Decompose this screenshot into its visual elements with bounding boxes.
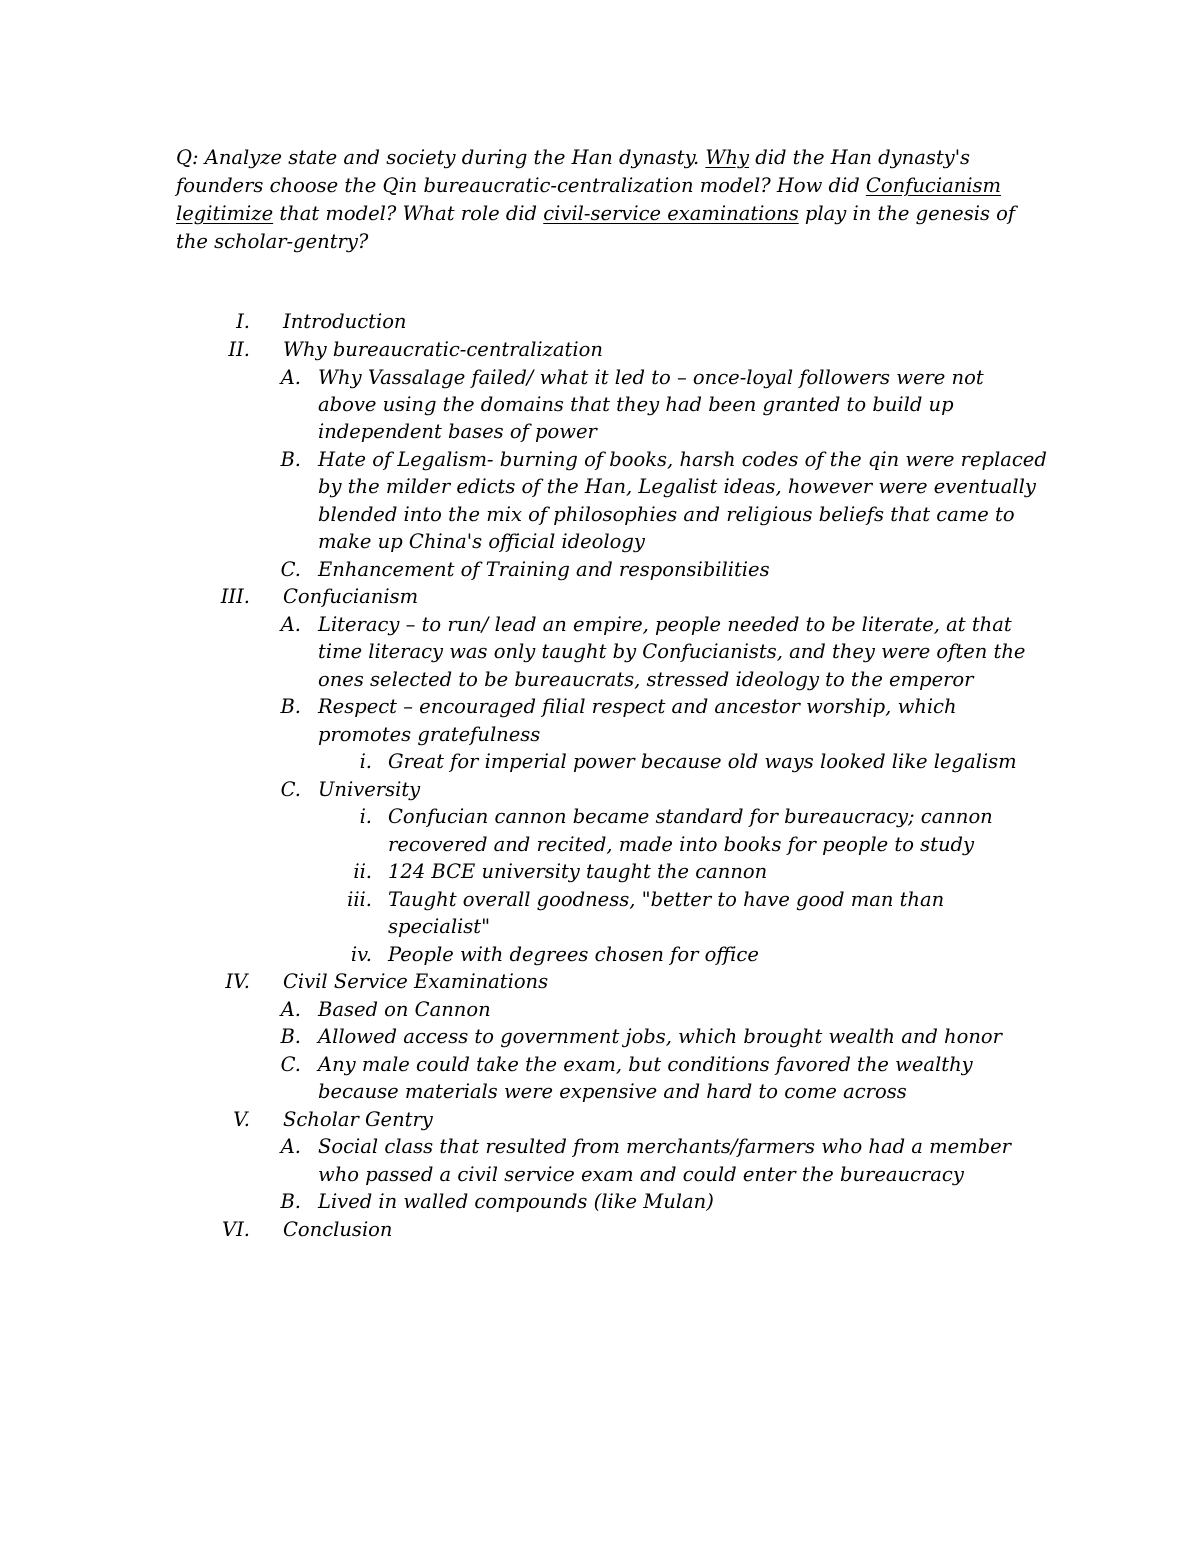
question-text: Q: Analyze state and society during the Han dynasty. — [176, 146, 706, 169]
outline-marker-III-B-i: i. — [359, 750, 372, 773]
outline-marker-II-B: B. — [280, 448, 301, 471]
outline-marker-II-A: A. — [280, 366, 301, 389]
question-text: play in the genesis of the scholar-gentry? — [176, 202, 1016, 253]
question-text: that model? What role did — [273, 202, 544, 225]
outline-heading-introduction: Introduction — [283, 310, 407, 333]
outline-item-line: time literacy was only taught by Confucianists, and they were often the — [318, 640, 1026, 663]
outline-item-line: Respect – encouraged filial respect and ancestor worship, which — [318, 695, 957, 718]
outline-item-line: People with degrees chosen for office — [388, 943, 759, 966]
outline-marker-III-C: C. — [280, 778, 301, 801]
outline-marker-III-C-i: i. — [359, 805, 372, 828]
outline-item-line: Hate of Legalism- burning of books, harsh codes of the qin were replaced — [318, 448, 1047, 471]
outline-heading-scholar-gentry: Scholar Gentry — [283, 1108, 433, 1131]
outline-item-line: specialist" — [388, 915, 491, 938]
outline-item-line: because materials were expensive and hard to come across — [318, 1080, 907, 1103]
outline-heading-civil-service-examinations: Civil Service Examinations — [283, 970, 549, 993]
outline-heading-confucianism: Confucianism — [283, 585, 419, 608]
outline-item-line: blended into the mix of philosophies and religious beliefs that came to — [318, 503, 1015, 526]
outline-marker-III-B: B. — [280, 695, 301, 718]
outline-heading-conclusion: Conclusion — [283, 1218, 393, 1241]
outline-marker-III-C-ii: ii. — [353, 860, 372, 883]
outline-item-line: 124 BCE university taught the cannon — [388, 860, 768, 883]
question-text: did the Han dynasty's founders choose the Qin bureaucratic-centralization model? How did — [176, 146, 971, 197]
outline-marker-II: II. — [228, 338, 250, 361]
outline-marker-IV: IV. — [225, 970, 250, 993]
essay-question — [176, 144, 1036, 256]
outline-heading-why-bureaucratic-centralization: Why bureaucratic-centralization — [283, 338, 603, 361]
question-underline-exams: civil-service examinations — [543, 202, 799, 225]
outline-item-line: Any male could take the exam, but conditions favored the wealthy — [318, 1053, 973, 1076]
outline-marker-IV-C: C. — [280, 1053, 301, 1076]
outline-item-line: by the milder edicts of the Han, Legalist ideas, however were eventually — [318, 475, 1036, 498]
outline-item-line: Literacy – to run/ lead an empire, people needed to be literate, at that — [318, 613, 1012, 636]
outline-marker-III-C-iii: iii. — [347, 888, 372, 911]
outline-item-line: Allowed access to government jobs, which brought wealth and honor — [318, 1025, 1002, 1048]
outline-item-line: ones selected to be bureaucrats, stressed ideology to the emperor — [318, 668, 974, 691]
outline-marker-III: III. — [220, 585, 250, 608]
outline-item-line: Great for imperial power because old ways looked like legalism — [388, 750, 1017, 773]
outline-item-line: above using the domains that they had been granted to build up — [318, 393, 954, 416]
outline-marker-III-C-iv: iv. — [350, 943, 372, 966]
outline-item-line: Social class that resulted from merchants/farmers who had a member — [318, 1135, 1011, 1158]
outline-item-line: Taught overall goodness, "better to have good man than — [388, 888, 945, 911]
outline-marker-I: I. — [236, 310, 250, 333]
outline-item-line: Based on Cannon — [318, 998, 491, 1021]
outline-item-line: Why Vassalage failed/ what it led to – once-loyal followers were not — [318, 366, 984, 389]
outline-item-line: Lived in walled compounds (like Mulan) — [318, 1190, 714, 1213]
outline-marker-V-A: A. — [280, 1135, 301, 1158]
outline-marker-II-C: C. — [280, 558, 301, 581]
outline-marker-VI: VI. — [222, 1218, 250, 1241]
outline-item-line: who passed a civil service exam and could enter the bureaucracy — [318, 1163, 964, 1186]
outline-item-line: make up China's official ideology — [318, 530, 645, 553]
outline-item-line: Confucian cannon became standard for bureaucracy; cannon — [388, 805, 993, 828]
outline-marker-V: V. — [233, 1108, 250, 1131]
outline-item-line: promotes gratefulness — [318, 723, 541, 746]
outline-item-line: recovered and recited, made into books for people to study — [388, 833, 975, 856]
outline-marker-IV-A: A. — [280, 998, 301, 1021]
outline-item-line: University — [318, 778, 421, 801]
outline-marker-IV-B: B. — [280, 1025, 301, 1048]
question-underline-confucianism: Confucianism legitimize — [176, 174, 1001, 225]
outline-marker-V-B: B. — [280, 1190, 301, 1213]
outline-marker-III-A: A. — [280, 613, 301, 636]
question-underline-why: Why — [705, 146, 750, 169]
outline-item-line: Enhancement of Training and responsibilities — [318, 558, 770, 581]
outline-item-line: independent bases of power — [318, 420, 597, 443]
